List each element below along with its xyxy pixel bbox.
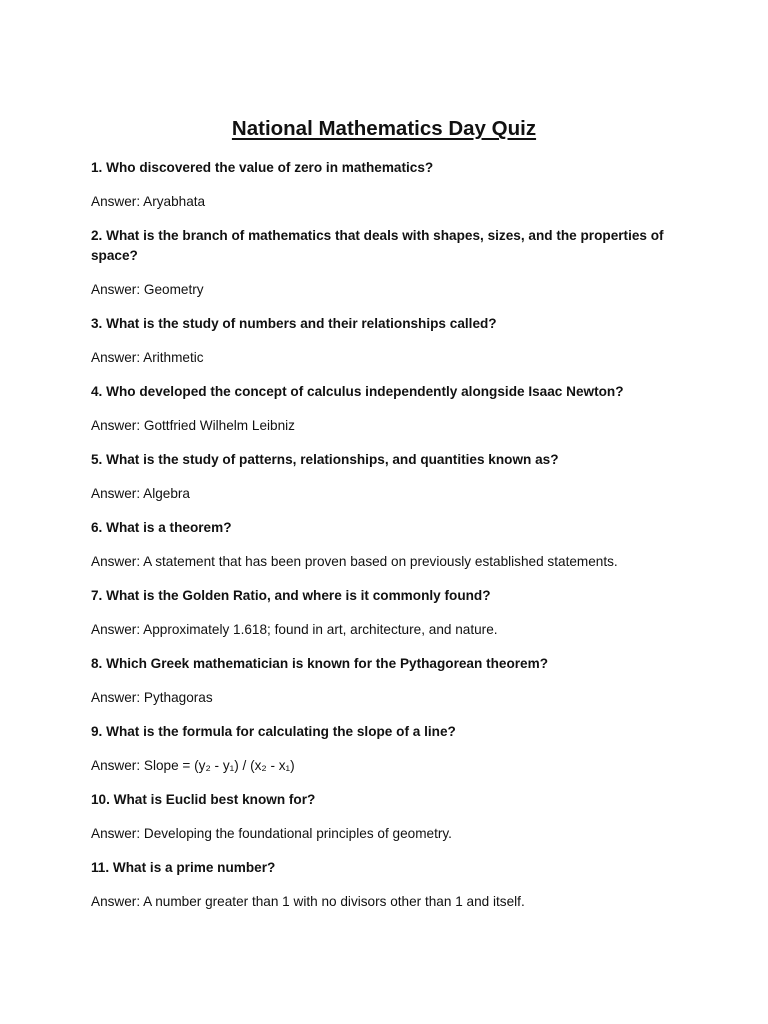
quiz-item [91, 586, 691, 640]
answer-text: Answer: Developing the foundational principles of geometry. [91, 826, 452, 841]
answer-text: Answer: Pythagoras [91, 690, 213, 705]
quiz-item [91, 790, 691, 844]
answer-text: Answer: A statement that has been proven based on previously established statements. [91, 554, 618, 569]
question-text: 4. Who developed the concept of calculus independently alongside Isaac Newton? [91, 384, 624, 399]
page-title: National Mathematics Day Quiz [231, 117, 537, 140]
answer-text: Answer: Slope = (y₂ - y₁) / (x₂ - x₁) [91, 758, 295, 773]
quiz-item [91, 382, 691, 436]
question-text: 3. What is the study of numbers and their relationships called? [91, 316, 497, 331]
quiz-item [91, 158, 691, 212]
answer-text: Answer: Algebra [91, 486, 190, 501]
question-text: 8. Which Greek mathematician is known for the Pythagorean theorem? [91, 656, 549, 671]
question-text: 11. What is a prime number? [91, 860, 276, 875]
question-text: 5. What is the study of patterns, relationships, and quantities known as? [91, 452, 559, 467]
answer-text: Answer: Aryabhata [91, 194, 206, 209]
quiz-item [91, 722, 691, 776]
quiz-item [91, 450, 691, 504]
quiz-item [91, 226, 691, 300]
quiz-item [91, 314, 691, 368]
question-text: 7. What is the Golden Ratio, and where is it commonly found? [91, 588, 491, 603]
quiz-item [91, 518, 691, 572]
question-text: 9. What is the formula for calculating the slope of a line? [91, 724, 456, 739]
answer-text: Answer: Gottfried Wilhelm Leibniz [91, 418, 295, 433]
quiz-list [91, 158, 691, 926]
answer-text: Answer: Geometry [91, 282, 204, 297]
question-text: 2. What is the branch of mathematics that deals with shapes, sizes, and the properties of space? [91, 228, 664, 263]
quiz-item [91, 858, 691, 912]
question-text: 1. Who discovered the value of zero in mathematics? [91, 160, 434, 175]
answer-text: Answer: Approximately 1.618; found in art, architecture, and nature. [91, 622, 498, 637]
question-text: 6. What is a theorem? [91, 520, 232, 535]
answer-text: Answer: Arithmetic [91, 350, 204, 365]
quiz-item [91, 654, 691, 708]
question-text: 10. What is Euclid best known for? [91, 792, 316, 807]
answer-text: Answer: A number greater than 1 with no divisors other than 1 and itself. [91, 894, 525, 909]
